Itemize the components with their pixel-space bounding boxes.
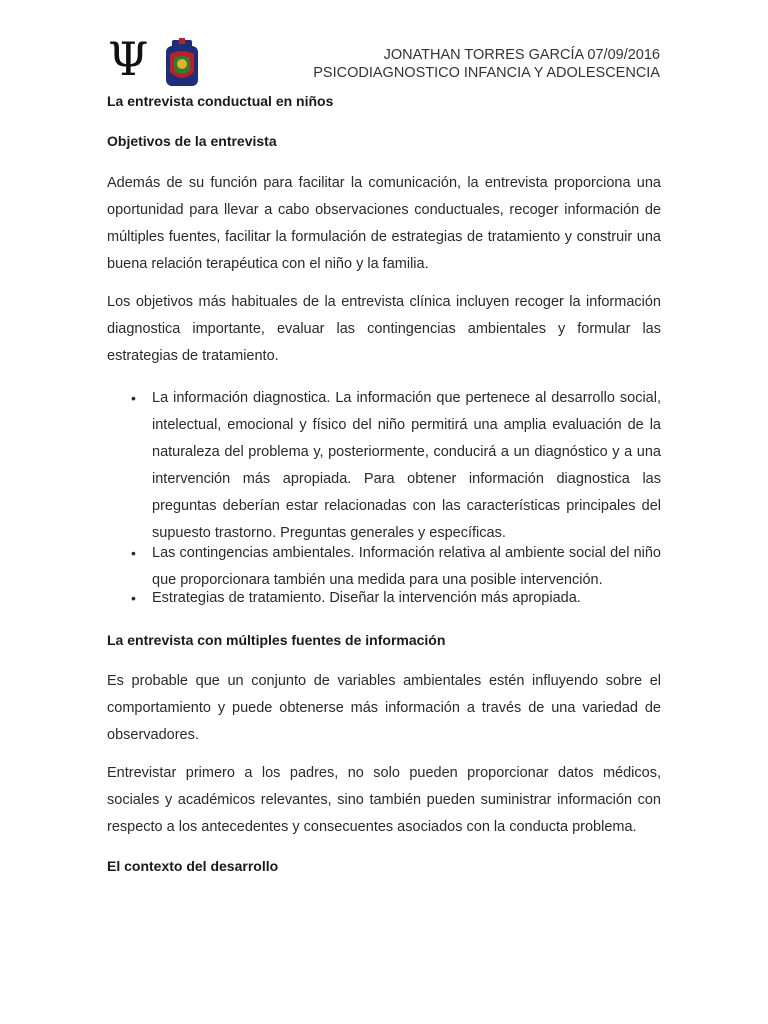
bullet-icon: •: [131, 590, 136, 606]
paragraph: Además de su función para facilitar la comunicación, la entrevista proporciona una oportunidad para llevar a cabo observaciones conductuales, recoger información de múltiples fuentes, facilitar la formulación de estrategias de tratamiento y construir una buena relación terapéutica con el niño y la familia.: [107, 175, 661, 272]
bullet-list: [107, 385, 661, 612]
list-item-text: La información diagnostica. La información que pertenece al desarrollo social, intelectual, emocional y físico del niño permitirá una amplia evaluación de la naturaleza del problema y, posteriormente, conducirá a un diagnóstico y a una intervención más apropiada. Para obtener información diagnostica las preguntas deberían estar relacionadas con las características principales del supuesto trastorno. Preguntas generales y específicas.: [152, 390, 661, 541]
section-heading-objetivos: Objetivos de la entrevista: [107, 133, 277, 149]
bullet-icon: •: [131, 390, 136, 406]
paragraph: Entrevistar primero a los padres, no solo pueden proporcionar datos médicos, sociales y académicos relevantes, sino también pueden suministrar información con respecto a los antecedentes y consecuentes asociados con la conducta problema.: [107, 765, 661, 835]
list-item-text: Las contingencias ambientales. Información relativa al ambiente social del niño que proporcionara también una medida para una posible intervención.: [152, 545, 661, 588]
university-seal-icon: [158, 38, 206, 88]
page-header: [313, 46, 660, 82]
psi-logo-icon: Ψ: [108, 32, 149, 86]
section-heading-contexto: El contexto del desarrollo: [107, 858, 279, 874]
header-author-date: JONATHAN TORRES GARCÍA 07/09/2016: [383, 47, 660, 63]
paragraph: Los objetivos más habituales de la entrevista clínica incluyen recoger la información diagnostica importante, evaluar las contingencias ambientales y formular las estrategias de tratamiento.: [107, 294, 661, 364]
section-heading-multiples-fuentes: La entrevista con múltiples fuentes de información: [107, 632, 446, 648]
bullet-icon: •: [131, 545, 136, 561]
document-title: La entrevista conductual en niños: [107, 93, 334, 109]
document-body: [107, 92, 661, 875]
list-item: [107, 585, 661, 612]
paragraph: Es probable que un conjunto de variables ambientales estén influyendo sobre el comportamiento y puede obtenerse más información a través de una variedad de observadores.: [107, 673, 661, 743]
list-item-text: Estrategias de tratamiento. Diseñar la intervención más apropiada.: [152, 590, 581, 606]
header-course: PSICODIAGNOSTICO INFANCIA Y ADOLESCENCIA: [313, 65, 660, 81]
list-item: [107, 385, 661, 547]
